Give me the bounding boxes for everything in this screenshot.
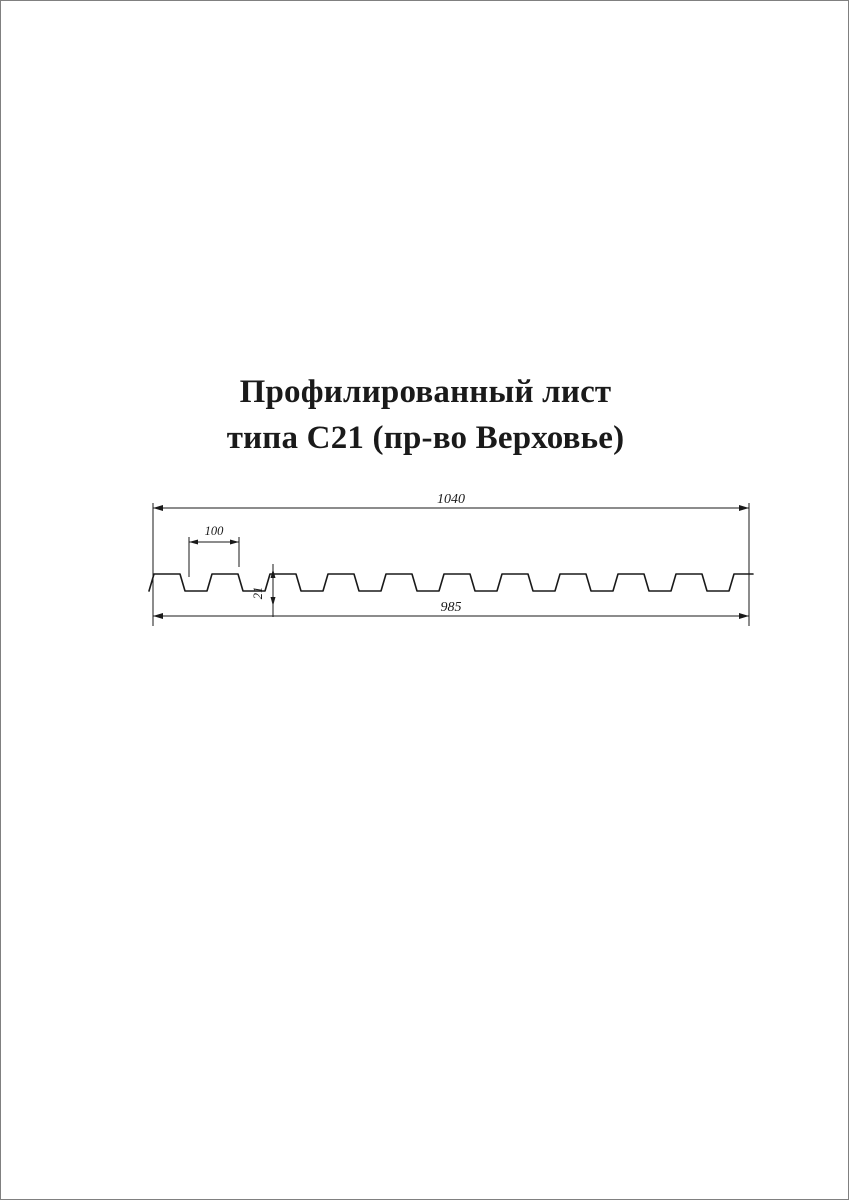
dimension-working-width-label: 985	[440, 600, 462, 615]
title-line-2: типа С21 (пр-во Верховье)	[226, 420, 625, 456]
sheet-profile	[149, 574, 753, 591]
profile-drawing	[121, 481, 781, 661]
dimension-total-width	[153, 503, 749, 593]
dimension-pitch	[189, 537, 239, 577]
title-line-1: Профилированный лист	[239, 374, 612, 410]
dimension-total-width-label: 1040	[437, 492, 465, 507]
dimension-height-label: 21	[251, 586, 265, 600]
dimension-pitch-label: 100	[204, 524, 224, 538]
page-title	[1, 369, 849, 461]
dimension-height	[271, 564, 276, 617]
